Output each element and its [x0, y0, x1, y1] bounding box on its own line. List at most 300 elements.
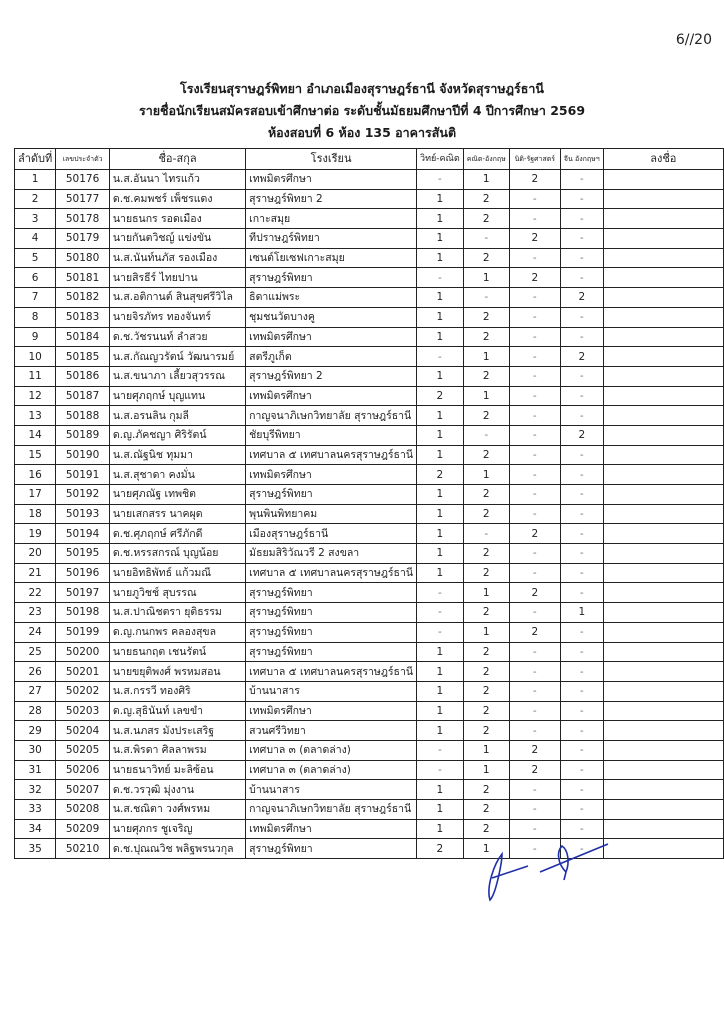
chi-eng-choice: - — [560, 681, 603, 701]
table-row — [15, 740, 724, 760]
student-id: 50201 — [56, 662, 110, 682]
law-pol-choice: - — [509, 445, 560, 465]
table-row — [15, 662, 724, 682]
sci-math-choice: 1 — [417, 642, 464, 662]
school-name: เทพมิตรศึกษา — [246, 701, 417, 721]
student-roster-table — [14, 148, 724, 859]
law-pol-choice: - — [509, 839, 560, 859]
sci-math-choice: 2 — [417, 386, 464, 406]
student-id: 50182 — [56, 288, 110, 308]
math-eng-choice: 2 — [463, 642, 509, 662]
school-name: บ้านนาสาร — [246, 681, 417, 701]
table-row — [15, 681, 724, 701]
row-number: 21 — [15, 563, 56, 583]
row-number: 15 — [15, 445, 56, 465]
school-name: สุราษฎร์พิทยา — [246, 603, 417, 623]
student-id: 50210 — [56, 839, 110, 859]
school-name: สวนศรีวิทยา — [246, 721, 417, 741]
student-name: นายธนกฤต เชนรัตน์ — [109, 642, 245, 662]
row-number: 24 — [15, 622, 56, 642]
table-row — [15, 465, 724, 485]
school-name: พุนพินพิทยาคม — [246, 504, 417, 524]
col-header-school: โรงเรียน — [246, 149, 417, 170]
signature-cell[interactable] — [603, 800, 723, 820]
math-eng-choice: 2 — [463, 819, 509, 839]
student-id: 50193 — [56, 504, 110, 524]
law-pol-choice: - — [509, 189, 560, 209]
row-number: 6 — [15, 268, 56, 288]
row-number: 2 — [15, 189, 56, 209]
signature-cell[interactable] — [603, 701, 723, 721]
row-number: 7 — [15, 288, 56, 308]
col-header-student-id: เลขประจำตัว — [56, 149, 110, 170]
student-name: นายอิทธิพัทธ์ แก้วมณี — [109, 563, 245, 583]
school-name: บ้านนาสาร — [246, 780, 417, 800]
math-eng-choice: - — [463, 229, 509, 249]
school-name: สุราษฎร์พิทยา — [246, 485, 417, 505]
table-row — [15, 721, 724, 741]
student-name: น.ส.พิรดา ศิลลาพรม — [109, 740, 245, 760]
student-id: 50191 — [56, 465, 110, 485]
school-name: เทศบาล ๕ เทศบาลนครสุราษฎร์ธานี — [246, 445, 417, 465]
law-pol-choice: - — [509, 721, 560, 741]
signature-cell[interactable] — [603, 642, 723, 662]
table-row — [15, 406, 724, 426]
table-row — [15, 347, 724, 367]
math-eng-choice: 1 — [463, 583, 509, 603]
student-name: นายธนาวิทย์ มะลิซ้อน — [109, 760, 245, 780]
sci-math-choice: - — [417, 170, 464, 190]
chi-eng-choice: - — [560, 780, 603, 800]
law-pol-choice: - — [509, 209, 560, 229]
signature-mark — [480, 842, 610, 902]
row-number: 10 — [15, 347, 56, 367]
student-id: 50187 — [56, 386, 110, 406]
sci-math-choice: - — [417, 622, 464, 642]
chi-eng-choice: - — [560, 819, 603, 839]
chi-eng-choice: - — [560, 642, 603, 662]
chi-eng-choice: - — [560, 583, 603, 603]
col-header-math-eng: คณิต-อังกฤษ — [463, 149, 509, 170]
student-id: 50200 — [56, 642, 110, 662]
math-eng-choice: - — [463, 288, 509, 308]
row-number: 12 — [15, 386, 56, 406]
signature-cell[interactable] — [603, 229, 723, 249]
signature-cell[interactable] — [603, 268, 723, 288]
student-id: 50184 — [56, 327, 110, 347]
signature-cell[interactable] — [603, 386, 723, 406]
math-eng-choice: 2 — [463, 662, 509, 682]
math-eng-choice: 2 — [463, 721, 509, 741]
signature-cell[interactable] — [603, 740, 723, 760]
law-pol-choice: 2 — [509, 524, 560, 544]
chi-eng-choice: - — [560, 740, 603, 760]
sci-math-choice: 1 — [417, 504, 464, 524]
math-eng-choice: 2 — [463, 248, 509, 268]
school-name: ชัยบุรีพิทยา — [246, 425, 417, 445]
row-number: 31 — [15, 760, 56, 780]
school-name: ทีปราษฎร์พิทยา — [246, 229, 417, 249]
student-name: ด.ช.คมพชร์ เพ็ชรแดง — [109, 189, 245, 209]
table-row — [15, 366, 724, 386]
student-id: 50176 — [56, 170, 110, 190]
chi-eng-choice: - — [560, 760, 603, 780]
list-title: รายชื่อนักเรียนสมัครสอบเข้าศึกษาต่อ ระดับชั้นมัธยมศึกษาปีที่ 4 ปีการศึกษา 2569 — [138, 103, 586, 118]
student-id: 50196 — [56, 563, 110, 583]
student-name: นายกันตวิชญ์ แข่งขัน — [109, 229, 245, 249]
signature-cell[interactable] — [603, 347, 723, 367]
student-id: 50197 — [56, 583, 110, 603]
signature-cell[interactable] — [603, 307, 723, 327]
student-name: ด.ช.ปุณณวิช พลิฐพรนวกุล — [109, 839, 245, 859]
law-pol-choice: - — [509, 642, 560, 662]
student-id: 50183 — [56, 307, 110, 327]
law-pol-choice: 2 — [509, 268, 560, 288]
math-eng-choice: 2 — [463, 189, 509, 209]
col-header-sci-math: วิทย์-คณิต — [417, 149, 464, 170]
student-name: น.ส.ปาณิชตรา ยุติธรรม — [109, 603, 245, 623]
student-id: 50180 — [56, 248, 110, 268]
math-eng-choice: 2 — [463, 701, 509, 721]
table-row — [15, 425, 724, 445]
law-pol-choice: - — [509, 701, 560, 721]
school-name: เกาะสมุย — [246, 209, 417, 229]
chi-eng-choice: - — [560, 563, 603, 583]
math-eng-choice: 2 — [463, 445, 509, 465]
law-pol-choice: - — [509, 544, 560, 564]
school-name: สุราษฎร์พิทยา — [246, 622, 417, 642]
math-eng-choice: 1 — [463, 740, 509, 760]
student-name: น.ส.อรนลิน กุมลี — [109, 406, 245, 426]
law-pol-choice: - — [509, 563, 560, 583]
chi-eng-choice: - — [560, 524, 603, 544]
row-number: 9 — [15, 327, 56, 347]
table-row — [15, 780, 724, 800]
sci-math-choice: 1 — [417, 544, 464, 564]
table-row — [15, 524, 724, 544]
student-name: น.ส.ณัฐนิช ทุมมา — [109, 445, 245, 465]
math-eng-choice: 2 — [463, 504, 509, 524]
student-name: นายจิรภัทร ทองจันทร์ — [109, 307, 245, 327]
signature-cell[interactable] — [603, 406, 723, 426]
col-header-law-pol: นิติ-รัฐศาสตร์ — [509, 149, 560, 170]
table-row — [15, 209, 724, 229]
law-pol-choice: 2 — [509, 170, 560, 190]
row-number: 23 — [15, 603, 56, 623]
student-name: นายธนกร รอดเมือง — [109, 209, 245, 229]
student-id: 50181 — [56, 268, 110, 288]
sci-math-choice: - — [417, 603, 464, 623]
table-row — [15, 485, 724, 505]
chi-eng-choice: - — [560, 406, 603, 426]
math-eng-choice: 1 — [463, 622, 509, 642]
student-name: ด.ช.วรวุฒิ มุ่งงาน — [109, 780, 245, 800]
signature-cell[interactable] — [603, 425, 723, 445]
school-name: สุราษฎร์พิทยา 2 — [246, 366, 417, 386]
school-name: สุราษฎร์พิทยา — [246, 268, 417, 288]
table-row — [15, 642, 724, 662]
col-header-chi-eng: จีน อังกฤษฯ — [560, 149, 603, 170]
table-row — [15, 839, 724, 859]
signature-cell[interactable] — [603, 288, 723, 308]
table-row — [15, 504, 724, 524]
row-number: 20 — [15, 544, 56, 564]
law-pol-choice: - — [509, 465, 560, 485]
row-number: 32 — [15, 780, 56, 800]
law-pol-choice: - — [509, 248, 560, 268]
signature-cell[interactable] — [603, 563, 723, 583]
law-pol-choice: - — [509, 327, 560, 347]
signature-cell[interactable] — [603, 524, 723, 544]
math-eng-choice: 2 — [463, 800, 509, 820]
row-number: 16 — [15, 465, 56, 485]
student-id: 50195 — [56, 544, 110, 564]
student-name: ด.ญ.ภัคชญา ศิริรัตน์ — [109, 425, 245, 445]
signature-cell[interactable] — [603, 465, 723, 485]
signature-cell[interactable] — [603, 366, 723, 386]
student-id: 50192 — [56, 485, 110, 505]
signature-cell[interactable] — [603, 839, 723, 859]
student-id: 50205 — [56, 740, 110, 760]
law-pol-choice: - — [509, 681, 560, 701]
row-number: 27 — [15, 681, 56, 701]
sci-math-choice: 1 — [417, 288, 464, 308]
student-id: 50178 — [56, 209, 110, 229]
school-name: เมืองสุราษฎร์ธานี — [246, 524, 417, 544]
signature-cell[interactable] — [603, 544, 723, 564]
student-name: ด.ญ.สุธินันท์ เลขขำ — [109, 701, 245, 721]
row-number: 13 — [15, 406, 56, 426]
sci-math-choice: - — [417, 268, 464, 288]
student-id: 50190 — [56, 445, 110, 465]
chi-eng-choice: - — [560, 209, 603, 229]
signature-cell[interactable] — [603, 170, 723, 190]
law-pol-choice: - — [509, 425, 560, 445]
student-name: นายศุภฤกษ์ บุญแทน — [109, 386, 245, 406]
student-id: 50206 — [56, 760, 110, 780]
chi-eng-choice: - — [560, 445, 603, 465]
chi-eng-choice: - — [560, 170, 603, 190]
sci-math-choice: 2 — [417, 465, 464, 485]
school-name: กาญจนาภิเษกวิทยาลัย สุราษฎร์ธานี — [246, 800, 417, 820]
student-id: 50188 — [56, 406, 110, 426]
signature-cell[interactable] — [603, 209, 723, 229]
student-name: น.ส.นภสร มังประเสริฐ — [109, 721, 245, 741]
sci-math-choice: 1 — [417, 800, 464, 820]
row-number: 22 — [15, 583, 56, 603]
sci-math-choice: 1 — [417, 229, 464, 249]
table-body — [15, 170, 724, 859]
row-number: 14 — [15, 425, 56, 445]
school-name: เทศบาล ๓ (ตลาดล่าง) — [246, 740, 417, 760]
student-name: น.ส.ชณิตา วงศ์พรหม — [109, 800, 245, 820]
law-pol-choice: - — [509, 288, 560, 308]
math-eng-choice: 2 — [463, 780, 509, 800]
table-row — [15, 760, 724, 780]
student-id: 50203 — [56, 701, 110, 721]
school-name: สุราษฎร์พิทยา — [246, 839, 417, 859]
signature-cell[interactable] — [603, 248, 723, 268]
school-name: ธิดาแม่พระ — [246, 288, 417, 308]
signature-stroke-1 — [489, 854, 528, 900]
signature-cell[interactable] — [603, 760, 723, 780]
signature-cell[interactable] — [603, 327, 723, 347]
student-name: นายภูวิชช์ สุบรรณ — [109, 583, 245, 603]
student-id: 50198 — [56, 603, 110, 623]
law-pol-choice: 2 — [509, 760, 560, 780]
school-name: เทพมิตรศึกษา — [246, 819, 417, 839]
sci-math-choice: 1 — [417, 366, 464, 386]
school-name: สุราษฎร์พิทยา — [246, 583, 417, 603]
table-row — [15, 288, 724, 308]
sci-math-choice: 1 — [417, 209, 464, 229]
signature-cell[interactable] — [603, 819, 723, 839]
sci-math-choice: - — [417, 347, 464, 367]
chi-eng-choice: - — [560, 189, 603, 209]
signature-cell[interactable] — [603, 622, 723, 642]
col-header-number: ลำดับที่ — [15, 149, 56, 170]
law-pol-choice: - — [509, 366, 560, 386]
signature-cell[interactable] — [603, 445, 723, 465]
student-id: 50208 — [56, 800, 110, 820]
student-name: ด.ช.ศุภฤกษ์ ศรีภักดี — [109, 524, 245, 544]
table-row — [15, 800, 724, 820]
math-eng-choice: 2 — [463, 603, 509, 623]
sci-math-choice: 1 — [417, 701, 464, 721]
signature-cell[interactable] — [603, 681, 723, 701]
table-row — [15, 229, 724, 249]
school-name: กาญจนาภิเษกวิทยาลัย สุราษฎร์ธานี — [246, 406, 417, 426]
chi-eng-choice: - — [560, 248, 603, 268]
sci-math-choice: 1 — [417, 819, 464, 839]
school-name: สตรีภูเก็ต — [246, 347, 417, 367]
col-header-name: ชื่อ-สกุล — [109, 149, 245, 170]
school-name: มัธยมสิริวัณวรี 2 สงขลา — [246, 544, 417, 564]
table-row — [15, 701, 724, 721]
school-name: เทพมิตรศึกษา — [246, 465, 417, 485]
law-pol-choice: - — [509, 406, 560, 426]
sci-math-choice: 1 — [417, 248, 464, 268]
signature-cell[interactable] — [603, 189, 723, 209]
math-eng-choice: 1 — [463, 170, 509, 190]
sci-math-choice: 1 — [417, 524, 464, 544]
chi-eng-choice: - — [560, 229, 603, 249]
table-row — [15, 386, 724, 406]
table-row — [15, 563, 724, 583]
row-number: 5 — [15, 248, 56, 268]
sci-math-choice: 1 — [417, 662, 464, 682]
chi-eng-choice: 2 — [560, 425, 603, 445]
math-eng-choice: 2 — [463, 406, 509, 426]
student-id: 50189 — [56, 425, 110, 445]
chi-eng-choice: - — [560, 485, 603, 505]
table-row — [15, 445, 724, 465]
signature-cell[interactable] — [603, 485, 723, 505]
school-name: เทพมิตรศึกษา — [246, 327, 417, 347]
school-name: เทพมิตรศึกษา — [246, 386, 417, 406]
math-eng-choice: 1 — [463, 347, 509, 367]
school-name: เทศบาล ๕ เทศบาลนครสุราษฎร์ธานี — [246, 563, 417, 583]
student-id: 50179 — [56, 229, 110, 249]
sci-math-choice: 1 — [417, 721, 464, 741]
student-name: นายศุภกร ชูเจริญ — [109, 819, 245, 839]
chi-eng-choice: - — [560, 386, 603, 406]
law-pol-choice: - — [509, 485, 560, 505]
math-eng-choice: 2 — [463, 681, 509, 701]
signature-cell[interactable] — [603, 583, 723, 603]
law-pol-choice: - — [509, 386, 560, 406]
page-number: 6//20 — [675, 32, 712, 48]
chi-eng-choice: - — [560, 622, 603, 642]
student-name: นายสิรธีร์ ไทยปาน — [109, 268, 245, 288]
table-row — [15, 583, 724, 603]
sci-math-choice: 1 — [417, 780, 464, 800]
student-id: 50204 — [56, 721, 110, 741]
table-row — [15, 603, 724, 623]
table-row — [15, 170, 724, 190]
row-number: 25 — [15, 642, 56, 662]
law-pol-choice: - — [509, 347, 560, 367]
signature-cell[interactable] — [603, 721, 723, 741]
student-name: น.ส.ขนาภา เลี้ยวสุวรรณ — [109, 366, 245, 386]
student-id: 50194 — [56, 524, 110, 544]
math-eng-choice: - — [463, 425, 509, 445]
math-eng-choice: 1 — [463, 465, 509, 485]
math-eng-choice: 2 — [463, 366, 509, 386]
signature-cell[interactable] — [603, 603, 723, 623]
sci-math-choice: - — [417, 583, 464, 603]
law-pol-choice: 2 — [509, 583, 560, 603]
table-row — [15, 819, 724, 839]
table-row — [15, 327, 724, 347]
signature-stroke-2 — [540, 844, 608, 880]
sci-math-choice: - — [417, 740, 464, 760]
chi-eng-choice: - — [560, 327, 603, 347]
chi-eng-choice: - — [560, 839, 603, 859]
student-name: นายขยุติพงศ์ พรหมสอน — [109, 662, 245, 682]
signature-cell[interactable] — [603, 780, 723, 800]
chi-eng-choice: - — [560, 504, 603, 524]
sci-math-choice: 1 — [417, 307, 464, 327]
math-eng-choice: 2 — [463, 563, 509, 583]
table-row — [15, 268, 724, 288]
law-pol-choice: - — [509, 662, 560, 682]
math-eng-choice: 2 — [463, 307, 509, 327]
math-eng-choice: 1 — [463, 386, 509, 406]
law-pol-choice: 2 — [509, 229, 560, 249]
law-pol-choice: - — [509, 504, 560, 524]
sci-math-choice: - — [417, 760, 464, 780]
exam-room-title: ห้องสอบที่ 6 ห้อง 135 อาคารสันติ — [267, 125, 457, 140]
student-id: 50177 — [56, 189, 110, 209]
chi-eng-choice: - — [560, 800, 603, 820]
chi-eng-choice: - — [560, 366, 603, 386]
chi-eng-choice: 1 — [560, 603, 603, 623]
student-id: 50207 — [56, 780, 110, 800]
signature-cell[interactable] — [603, 504, 723, 524]
law-pol-choice: - — [509, 780, 560, 800]
student-name: น.ส.อติกานต์ สินสุขศรีวิไล — [109, 288, 245, 308]
sci-math-choice: 1 — [417, 485, 464, 505]
row-number: 30 — [15, 740, 56, 760]
math-eng-choice: 2 — [463, 544, 509, 564]
law-pol-choice: 2 — [509, 622, 560, 642]
law-pol-choice: 2 — [509, 740, 560, 760]
chi-eng-choice: - — [560, 721, 603, 741]
signature-cell[interactable] — [603, 662, 723, 682]
table-row — [15, 307, 724, 327]
chi-eng-choice: 2 — [560, 288, 603, 308]
